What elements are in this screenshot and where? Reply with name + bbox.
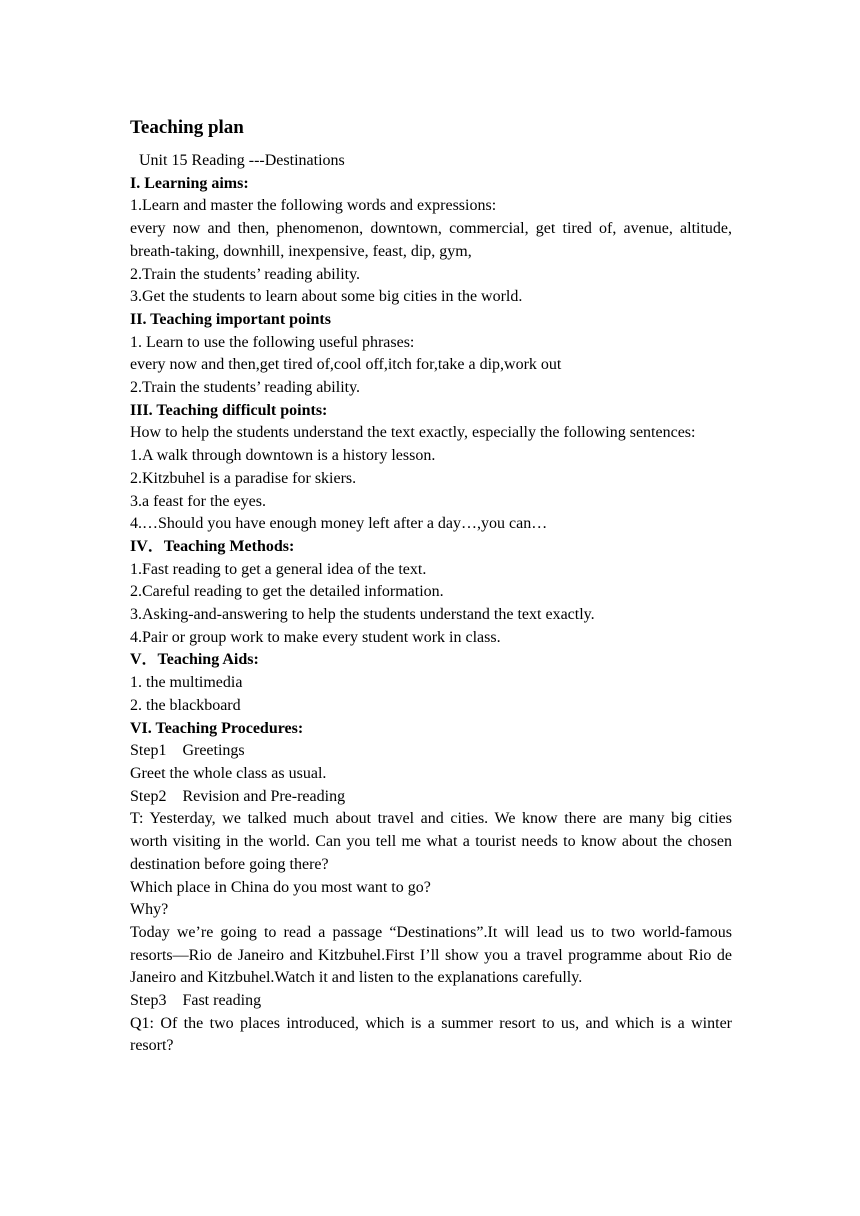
step-heading: Step3 Fast reading <box>130 992 262 1010</box>
paragraph: 2.Careful reading to get the detailed information. <box>130 583 444 601</box>
paragraph: 1.A walk through downtown is a history lesson. <box>130 447 436 465</box>
paragraph: 1. Learn to use the following useful phrases: <box>130 333 415 351</box>
section-heading-learning-aims: I. Learning aims: <box>130 174 249 192</box>
section-heading-teaching-procedures: VI. Teaching Procedures: <box>130 719 304 737</box>
paragraph: How to help the students understand the text exactly, especially the following sentences: <box>130 424 696 442</box>
paragraph: 2.Train the students’ reading ability. <box>130 265 361 283</box>
paragraph: 1.Learn and master the following words and expressions: <box>130 197 497 215</box>
section-heading-difficult-points: III. Teaching difficult points: <box>130 401 328 419</box>
step-heading: Step1 Greetings <box>130 742 245 760</box>
paragraph: Greet the whole class as usual. <box>130 764 327 782</box>
paragraph: 2.Train the students’ reading ability. <box>130 379 361 397</box>
paragraph: every now and then, phenomenon, downtown, commercial, get tired of, avenue, altitude, breath-taking, downhill, inexpensive, feast, dip, gym, <box>130 220 732 260</box>
paragraph: 2.Kitzbuhel is a paradise for skiers. <box>130 469 357 487</box>
paragraph: 2. the blackboard <box>130 696 241 714</box>
document-subtitle: Unit 15 Reading ---Destinations <box>139 152 345 169</box>
document-title: Teaching plan <box>130 117 244 138</box>
paragraph: 4.Pair or group work to make every student work in class. <box>130 628 501 646</box>
paragraph: 3.Asking-and-answering to help the students understand the text exactly. <box>130 606 595 624</box>
paragraph: 4.…Should you have enough money left after a day…,you can… <box>130 515 548 533</box>
section-heading-teaching-methods: IV．Teaching Methods: <box>130 537 295 555</box>
paragraph: 1. the multimedia <box>130 674 243 692</box>
paragraph: Why? <box>130 901 169 919</box>
paragraph: T: Yesterday, we talked much about travel and cities. We know there are many big cities worth visiting in the world. Can you tell me what a tourist needs to know about the chosen destination before going there? <box>130 810 732 873</box>
paragraph: 1.Fast reading to get a general idea of the text. <box>130 560 427 578</box>
section-heading-important-points: II. Teaching important points <box>130 310 331 328</box>
document-page <box>130 116 732 1058</box>
step-heading: Step2 Revision and Pre-reading <box>130 787 346 805</box>
paragraph: Q1: Of the two places introduced, which is a summer resort to us, and which is a winter resort? <box>130 1014 732 1055</box>
paragraph: every now and then,get tired of,cool off,itch for,take a dip,work out <box>130 356 562 374</box>
paragraph: Today we’re going to read a passage “Destinations”.It will lead us to two world-famous resorts—Rio de Janeiro and Kitzbuhel.First I’ll show you a travel programme about Rio de Janeiro and Kitzbuhel.Watch it and listen to the explanations carefully. <box>130 923 732 987</box>
paragraph: Which place in China do you most want to go? <box>130 878 431 896</box>
paragraph: 3.Get the students to learn about some big cities in the world. <box>130 288 523 306</box>
paragraph: 3.a feast for the eyes. <box>130 492 266 510</box>
section-heading-teaching-aids: V．Teaching Aids: <box>130 651 259 669</box>
